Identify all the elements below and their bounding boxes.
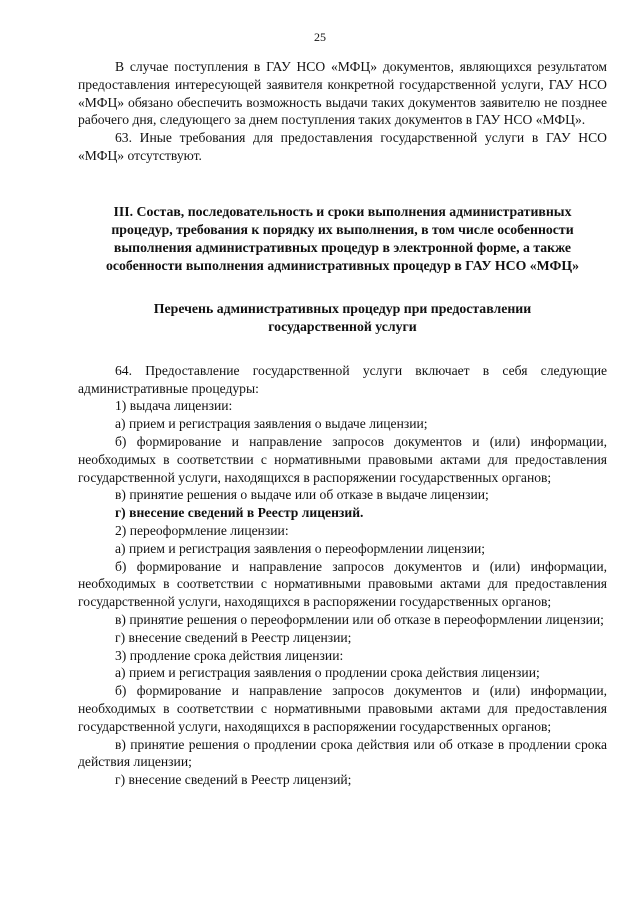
list-item: г) внесение сведений в Реестр лицензии; <box>115 629 352 645</box>
procedures-list <box>78 362 607 789</box>
paragraph-mfc-documents: В случае поступления в ГАУ НСО «МФЦ» документов, являющихся результатом предоставления интересующей заявителя конкретной государственной услуги, ГАУ НСО «МФЦ» обязано обеспечить возможность выдачи таких документов заявителю не позднее рабочего дня, следующего за днем поступления таких документов в ГАУ НСО «МФЦ». <box>78 59 607 128</box>
list-item: в) принятие решения о продлении срока действия или об отказе в продлении срока действия лицензии; <box>78 736 607 770</box>
list-item: 2) переоформление лицензии: <box>115 522 289 538</box>
list-item: б) формирование и направление запросов документов и (или) информации, необходимых в соответствии с нормативными правовыми актами для предоставления государственной услуги, находящихся в распоряжении государственных органов; <box>78 558 607 610</box>
list-item: в) принятие решения о переоформлении или об отказе в переоформлении лицензии; <box>115 611 604 627</box>
sub-heading: Перечень административных процедур при предоставлении государственной услуги <box>153 300 532 334</box>
list-item: а) прием и регистрация заявления о переоформлении лицензии; <box>115 540 486 556</box>
list-item: 3) продление срока действия лицензии: <box>115 647 344 663</box>
list-item: б) формирование и направление запросов документов и (или) информации, необходимых в соответствии с нормативными правовыми актами для предоставления государственной услуги, находящихся в распоряжении государственных органов; <box>78 683 607 734</box>
list-item-bold: г) внесение сведений в Реестр лицензий. <box>115 505 364 521</box>
section-heading: III. Состав, последовательность и сроки выполнения административных процедур, требования к порядку их выполнения, в том числе особенности выполнения административных процедур в электронной форме, а также особенности выполнения административных процедур в ГАУ НСО «МФЦ» <box>105 203 580 273</box>
list-item: г) внесение сведений в Реестр лицензий; <box>115 772 352 788</box>
paragraph-64: 64. Предоставление государственной услуги включает в себя следующие административные процедуры: <box>78 362 607 396</box>
paragraph-63: 63. Иные требования для предоставления государственной услуги в ГАУ НСО «МФЦ» отсутствуют. <box>78 130 607 163</box>
page-number: 25 <box>314 30 326 44</box>
list-item: 1) выдача лицензии: <box>115 398 233 414</box>
list-item: а) прием и регистрация заявления о продлении срока действия лицензии; <box>115 665 540 681</box>
document-body <box>78 58 607 789</box>
list-item: в) принятие решения о выдаче или об отказе в выдаче лицензии; <box>115 487 489 503</box>
list-item: а) прием и регистрация заявления о выдаче лицензии; <box>115 416 428 432</box>
list-item: б) формирование и направление запросов документов и (или) информации, необходимых в соответствии с нормативными правовыми актами для предоставления государственной услуги, находящихся в распоряжении государственных органов; <box>78 433 607 485</box>
